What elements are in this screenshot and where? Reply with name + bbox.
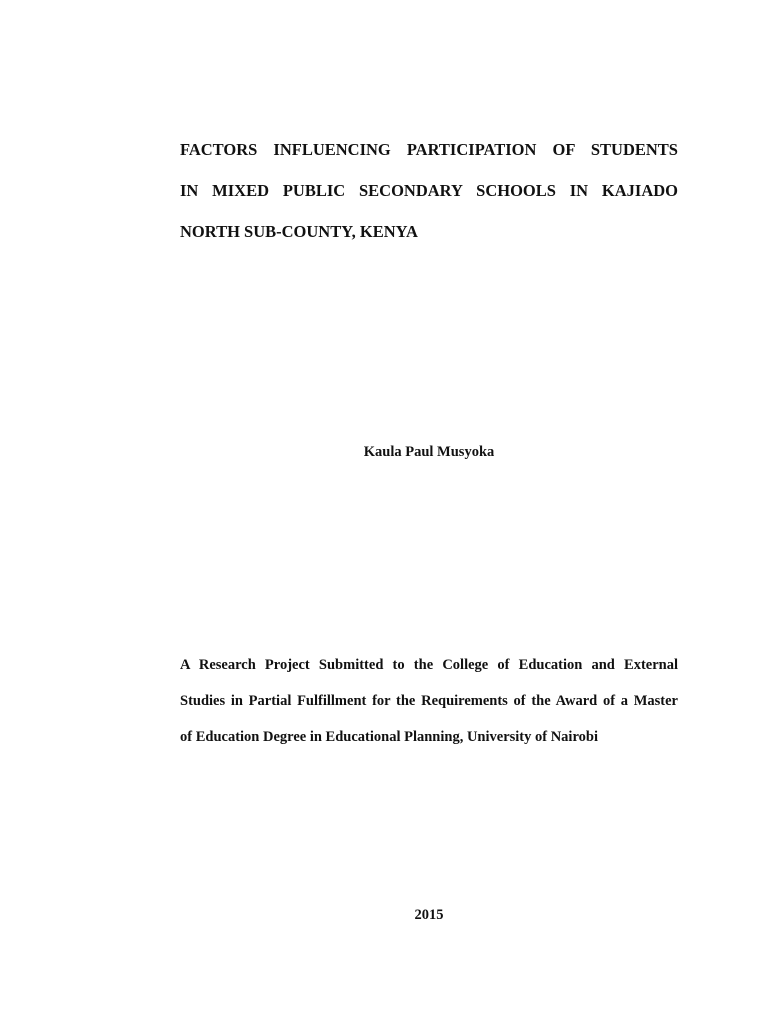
title-line: NORTH SUB-COUNTY, KENYA	[180, 222, 418, 241]
submission-year: 2015	[414, 907, 444, 923]
submission-line: Studies in Partial Fulfillment for the Requirements of the Award of a Master	[180, 693, 678, 709]
title-line: FACTORS INFLUENCING PARTICIPATION OF STUDENTS	[180, 140, 678, 159]
document-title	[180, 140, 678, 263]
submission-line: of Education Degree in Educational Planning, University of Nairobi	[180, 729, 598, 745]
author-name: Kaula Paul Musyoka	[363, 444, 495, 460]
submission-line: A Research Project Submitted to the College of Education and External	[180, 657, 678, 673]
submission-statement	[180, 655, 678, 763]
title-line: IN MIXED PUBLIC SECONDARY SCHOOLS IN KAJIADO	[180, 181, 678, 200]
